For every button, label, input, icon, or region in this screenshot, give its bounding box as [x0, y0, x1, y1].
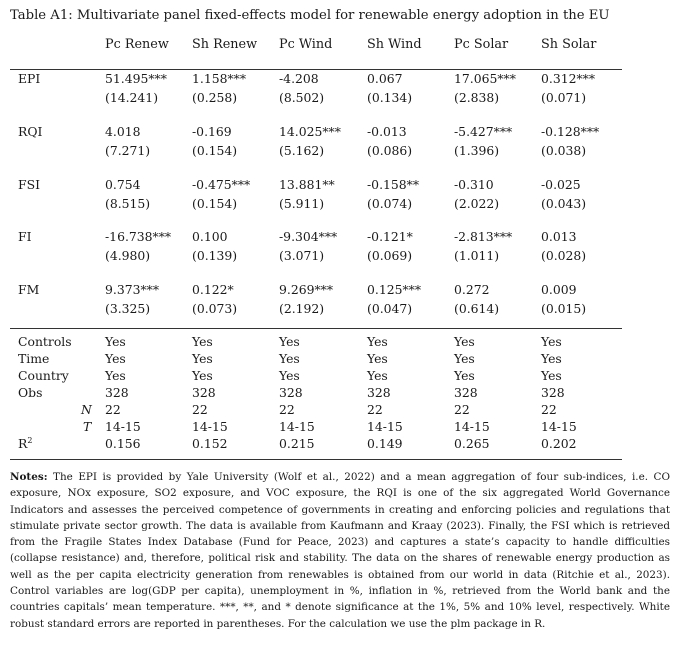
- coefficient-cell: 0.100: [192, 229, 228, 244]
- std-error-cell: (3.325): [105, 301, 151, 316]
- stat-cell: 14-15: [454, 419, 490, 434]
- notes-heading: Notes:: [10, 471, 48, 483]
- stat-label-superscript: 2: [27, 436, 33, 445]
- std-error-cell: (0.074): [367, 196, 413, 211]
- coefficient-cell: 0.312***: [541, 71, 596, 86]
- std-error-cell: (1.396): [454, 143, 500, 158]
- stat-cell: 22: [279, 402, 295, 417]
- stat-cell: 14-15: [192, 419, 228, 434]
- stat-cell: Yes: [279, 368, 300, 383]
- coefficient-cell: -4.208: [279, 71, 319, 86]
- std-error-cell: (0.154): [192, 143, 238, 158]
- coefficient-cell: -0.169: [192, 124, 232, 139]
- std-error-cell: (0.073): [192, 301, 238, 316]
- stat-label: Country: [18, 368, 69, 383]
- table-notes: [10, 469, 670, 632]
- stat-label: Time: [18, 351, 50, 366]
- stat-cell: 328: [367, 385, 391, 400]
- column-header: Sh Wind: [367, 37, 422, 52]
- coefficient-cell: 13.881**: [279, 177, 335, 192]
- column-header: Sh Solar: [541, 37, 597, 52]
- stat-cell: 22: [541, 402, 557, 417]
- table-caption: Table A1: Multivariate panel fixed-effects model for renewable energy adoption in the EU: [10, 8, 610, 23]
- stat-cell: 328: [454, 385, 478, 400]
- row-label: EPI: [18, 71, 41, 86]
- header-rule: [10, 69, 622, 70]
- column-header: Pc Renew: [105, 37, 169, 52]
- stat-cell: 14-15: [541, 419, 577, 434]
- coefficient-cell: -16.738***: [105, 229, 172, 244]
- stat-cell: 0.215: [279, 436, 315, 451]
- stat-cell: Yes: [454, 368, 475, 383]
- column-header: Pc Wind: [279, 37, 333, 52]
- stat-cell: Yes: [279, 351, 300, 366]
- stat-cell: Yes: [367, 351, 388, 366]
- coefficient-cell: 0.067: [367, 71, 403, 86]
- std-error-cell: (0.258): [192, 90, 238, 105]
- stat-cell: Yes: [541, 368, 562, 383]
- stat-cell: Yes: [105, 351, 126, 366]
- coefficient-cell: 17.065***: [454, 71, 516, 86]
- stat-cell: 328: [192, 385, 216, 400]
- std-error-cell: (0.047): [367, 301, 413, 316]
- std-error-cell: (0.139): [192, 248, 238, 263]
- coefficient-cell: 0.013: [541, 229, 577, 244]
- stat-cell: Yes: [454, 334, 475, 349]
- coefficient-cell: -0.025: [541, 177, 581, 192]
- coefficient-cell: 51.495***: [105, 71, 167, 86]
- std-error-cell: (8.515): [105, 196, 151, 211]
- std-error-cell: (3.071): [279, 248, 325, 263]
- stat-cell: 0.149: [367, 436, 403, 451]
- stat-cell: 22: [454, 402, 470, 417]
- std-error-cell: (0.086): [367, 143, 413, 158]
- stat-cell: Yes: [541, 351, 562, 366]
- stat-label-wrap: [18, 436, 32, 451]
- stat-label: N: [81, 402, 92, 417]
- stat-cell: 0.156: [105, 436, 141, 451]
- coefficient-cell: 0.009: [541, 282, 577, 297]
- coefficient-cell: -5.427***: [454, 124, 513, 139]
- stat-cell: Yes: [192, 334, 213, 349]
- coefficient-cell: 0.272: [454, 282, 490, 297]
- std-error-cell: (0.614): [454, 301, 500, 316]
- stat-cell: Yes: [367, 368, 388, 383]
- std-error-cell: (0.071): [541, 90, 587, 105]
- column-header: Sh Renew: [192, 37, 258, 52]
- stat-cell: 328: [279, 385, 303, 400]
- stat-cell: Yes: [105, 334, 126, 349]
- column-header: Pc Solar: [454, 37, 509, 52]
- stat-cell: 14-15: [105, 419, 141, 434]
- coefficient-cell: -0.128***: [541, 124, 600, 139]
- stat-cell: 22: [367, 402, 383, 417]
- row-label: RQI: [18, 124, 43, 139]
- coefficient-cell: -0.475***: [192, 177, 251, 192]
- stat-cell: Yes: [454, 351, 475, 366]
- stat-label: R: [18, 436, 28, 451]
- stat-cell: 0.265: [454, 436, 490, 451]
- coefficient-cell: 9.373***: [105, 282, 160, 297]
- coefficient-cell: -0.310: [454, 177, 494, 192]
- stat-label: Obs: [18, 385, 43, 400]
- coefficient-cell: 1.158***: [192, 71, 247, 86]
- stat-cell: 0.202: [541, 436, 577, 451]
- stat-cell: Yes: [367, 334, 388, 349]
- std-error-cell: (1.011): [454, 248, 500, 263]
- stat-cell: Yes: [541, 334, 562, 349]
- std-error-cell: (7.271): [105, 143, 151, 158]
- body-rule: [10, 328, 622, 329]
- std-error-cell: (2.838): [454, 90, 500, 105]
- std-error-cell: (5.162): [279, 143, 325, 158]
- coefficient-cell: -2.813***: [454, 229, 513, 244]
- std-error-cell: (0.154): [192, 196, 238, 211]
- stat-label: T: [83, 419, 92, 434]
- coefficient-cell: 14.025***: [279, 124, 341, 139]
- std-error-cell: (0.015): [541, 301, 587, 316]
- coefficient-cell: 4.018: [105, 124, 141, 139]
- std-error-cell: (2.192): [279, 301, 325, 316]
- std-error-cell: (8.502): [279, 90, 325, 105]
- std-error-cell: (0.069): [367, 248, 413, 263]
- std-error-cell: (14.241): [105, 90, 159, 105]
- stat-cell: 0.152: [192, 436, 228, 451]
- coefficient-cell: -0.013: [367, 124, 407, 139]
- stat-cell: 328: [105, 385, 129, 400]
- stat-cell: 14-15: [367, 419, 403, 434]
- row-label: FM: [18, 282, 40, 297]
- coefficient-cell: -0.158**: [367, 177, 420, 192]
- stat-cell: 22: [105, 402, 121, 417]
- stat-cell: Yes: [105, 368, 126, 383]
- stat-label: Controls: [18, 334, 72, 349]
- notes-text: The EPI is provided by Yale University (Wolf et al., 2022) and a mean aggregation of four sub-indices, i.e. CO exposure, NOx exposure, SO2 exposure, and VOC exposure, the RQI is one of the six aggregated World Governance Indicators and assesses the perceived competence of governments in creating and enforcing policies and regulations that stimulate private sector growth. The data is available from Kaufmann and Kraay (2023). Finally, the FSI which is retrieved from the Fragile States Index Database (Fund for Peace, 2023) and captures a state’s capacity to handle difficulties (collapse resistance) and, therefore, political risk and stability. The data on the shares of renewable energy production as well as the per capita electricity generation from renewables is obtained from our world in data (Ritchie et al., 2023). Control variables are log(GDP per capita), unemployment in %, inflation in %, retrieved from the World bank and the countries capitals’ mean temperature. ***, **, and * denote significance at the 1%, 5% and 10% level, respectively. White robust standard errors are reported in parentheses. For the calculation we use the plm package in R.: [10, 471, 670, 630]
- stat-cell: Yes: [279, 334, 300, 349]
- stat-cell: 328: [541, 385, 565, 400]
- std-error-cell: (0.028): [541, 248, 587, 263]
- stat-cell: 22: [192, 402, 208, 417]
- coefficient-cell: 0.122*: [192, 282, 234, 297]
- stat-cell: 14-15: [279, 419, 315, 434]
- std-error-cell: (0.134): [367, 90, 413, 105]
- std-error-cell: (5.911): [279, 196, 325, 211]
- stat-cell: Yes: [192, 351, 213, 366]
- stat-cell: Yes: [192, 368, 213, 383]
- std-error-cell: (0.043): [541, 196, 587, 211]
- coefficient-cell: -0.121*: [367, 229, 413, 244]
- std-error-cell: (4.980): [105, 248, 151, 263]
- row-label: FSI: [18, 177, 40, 192]
- coefficient-cell: 9.269***: [279, 282, 334, 297]
- std-error-cell: (0.038): [541, 143, 587, 158]
- bottom-rule: [10, 459, 622, 460]
- std-error-cell: (2.022): [454, 196, 500, 211]
- coefficient-cell: 0.754: [105, 177, 141, 192]
- coefficient-cell: -9.304***: [279, 229, 338, 244]
- row-label: FI: [18, 229, 32, 244]
- coefficient-cell: 0.125***: [367, 282, 422, 297]
